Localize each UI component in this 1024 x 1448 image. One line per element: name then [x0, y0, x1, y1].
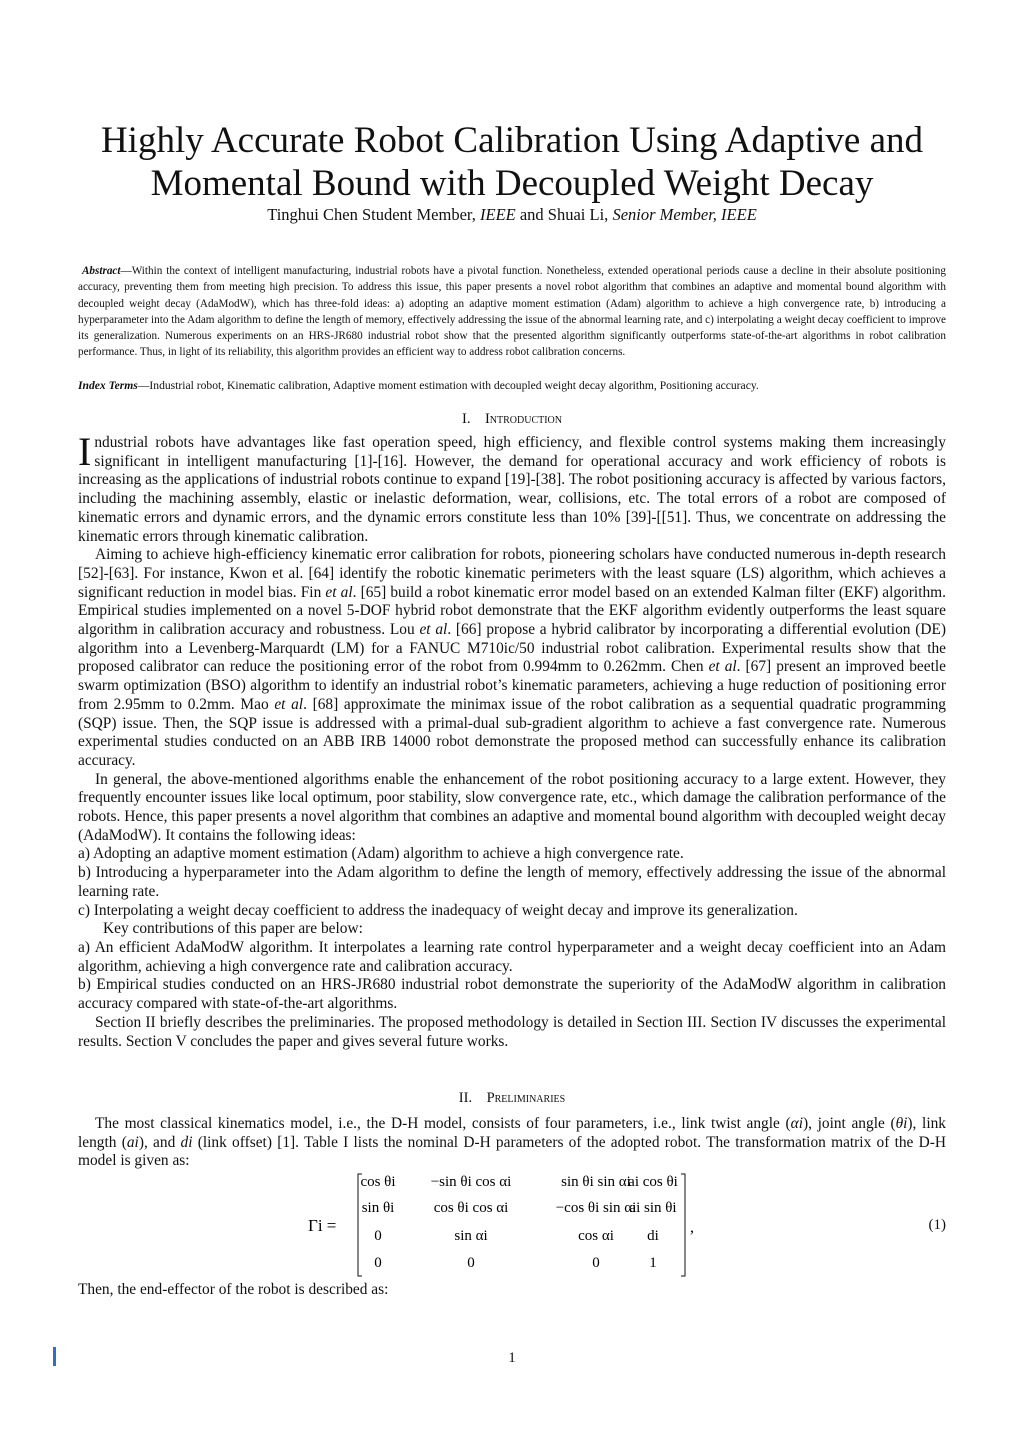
section-title: Introduction	[484, 411, 562, 427]
index-terms	[78, 378, 946, 394]
drop-cap: I	[78, 429, 92, 474]
idea-item-b: b) Introducing a hyperparameter into the Adam algorithm to define the length of memory, effectively addressing the issue of the abnormal learning rate.	[78, 864, 946, 900]
matrix-cell: 1	[649, 1255, 657, 1271]
equation-comma: ,	[690, 1219, 694, 1236]
contribution-item-b: b) Empirical studies conducted on an HRS-JR680 industrial robot demonstrate the superiority of the AdaModW algorithm in calibration accuracy compared with state-of-the-art algorithms.	[78, 976, 946, 1013]
intro-paragraph-2: Aiming to achieve high-efficiency kinematic error calibration for robots, pioneering scholars have conducted numerous in-depth research [52]-[63]. For instance, Kwon et al. [64] identify the robotic kinematic perimeters with the least square (LS) algorithm, which achieves a significant reduction in model bias. Fin et al. [65] build a robot kinematic error model based on an extended Kalman filter (EKF) algorithm. Empirical studies implemented on a novel 5-DOF hybrid robot demonstrate that the EKF algorithm evidently outperforms the least square algorithm in calibration accuracy and robustness. Lou et al. [66] propose a hybrid calibrator by incorporating a differential evolution (DE) algorithm into a Levenberg-Marquardt (LM) for a FANUC M710ic/50 industrial robot calibration. Experimental results show that the proposed calibrator can reduce the positioning error of the robot from 0.994mm to 0.262mm. Chen et al. [67] present an improved beetle swarm optimization (BSO) algorithm to identify an industrial robot’s kinematic parameters, achieving a huge reduction of positioning error from 2.95mm to 0.2mm. Mao et al. [68] approximate the minimax issue of the robot calibration as a sequential quadratic programming (SQP) issue. Then, the SQP issue is addressed with a primal-dual sub-gradient algorithm to achieve a fast convergence rate. Numerous experimental studies conducted on an ABB IRB 14000 robot demonstrate the proposed method can successfully enhance its calibration accuracy.	[78, 546, 946, 769]
equation-1	[78, 1170, 946, 1280]
intro-paragraph-4: Section II briefly describes the preliminaries. The proposed methodology is detailed in Section III. Section IV discusses the experimental results. Section V concludes the paper and gives several future works.	[78, 1013, 946, 1050]
abstract	[78, 263, 946, 361]
idea-item-c: c) Interpolating a weight decay coefficient to address the inadequacy of weight decay and improve its generalization.	[78, 901, 798, 919]
section-number: I.	[461, 411, 471, 427]
preliminaries-body	[78, 1115, 946, 1171]
matrix-cell: 0	[374, 1255, 382, 1271]
author-line	[78, 205, 946, 225]
index-terms-text: —Industrial robot, Kinematic calibration, Adaptive moment estimation with decoupled weight decay algorithm, Positioning accuracy.	[137, 379, 759, 392]
margin-mark	[53, 1347, 56, 1366]
contribution-item-a: a) An efficient AdaModW algorithm. It interpolates a learning rate control hyperparameter and a weight decay coefficient into an Adam algorithm, achieving a high convergence rate and calibration accuracy.	[78, 938, 946, 975]
contributions-intro: Key contributions of this paper are below:	[103, 920, 363, 938]
intro-paragraph-3: In general, the above-mentioned algorithms enable the enhancement of the robot positioning accuracy to a large extent. However, they frequently encounter issues like local optimum, poor stability, slow convergence rate, etc., which damage the calibration performance of the robots. Hence, this paper presents a novel algorithm that combines an adaptive and momental bound algorithm with decoupled weight decay (AdaModW). It contains the following ideas:	[78, 770, 946, 844]
index-terms-label: Index Terms	[78, 379, 138, 392]
prelim-paragraph-1: The most classical kinematics model, i.e., the D-H model, consists of four parameters, i.e., link twist angle (αi), joint angle (θi), link length (ai), and di (link offset) [1]. Table I lists the nominal D-H parameters of the adopted robot. The transformation matrix of the D-H model is given as:	[78, 1115, 946, 1170]
matrix-cell: sin αi	[454, 1228, 488, 1244]
matrix-cell: −cos θi sin αi	[555, 1200, 637, 1216]
matrix-cell: 0	[374, 1228, 382, 1244]
abstract-label: Abstract	[81, 265, 121, 277]
author-2-role: Senior Member, IEEE	[612, 205, 757, 224]
after-equation-text: Then, the end-effector of the robot is described as:	[78, 1281, 389, 1298]
page-number: 1	[508, 1350, 516, 1366]
matrix-cell: −sin θi cos αi	[430, 1174, 512, 1190]
matrix-cell: cos αi	[578, 1228, 614, 1244]
author-2: and Shuai Li,	[519, 205, 609, 224]
matrix-cell: sin θi sin αi	[561, 1174, 631, 1190]
section-title: Preliminaries	[486, 1090, 566, 1106]
section-heading-preliminaries	[78, 1089, 946, 1107]
matrix-cell: ai sin θi	[629, 1200, 677, 1216]
section-number: II.	[458, 1090, 473, 1106]
matrix-cell: di	[647, 1228, 659, 1244]
matrix-cell: ai cos θi	[628, 1174, 678, 1190]
matrix-right-bracket	[681, 1174, 685, 1276]
matrix-cell: sin θi	[361, 1200, 395, 1216]
intro-paragraph-1: Industrial robots have advantages like fast operation speed, high efficiency, and flexible control systems making them increasingly significant in intelligent manufacturing [1]-[16]. However, the demand for operational accuracy and work efficiency of robots is increasing as the applications of industrial robots continue to expand [19]-[38]. The robot positioning accuracy is affected by various factors, including the machining assembly, elastic or inelastic deformation, wear, collisions, etc. The total errors of a robot are composed of kinematic errors and dynamic errors, and the dynamic errors constitute less than 10% [39]-[[51]. Thus, we concentrate on addressing the kinematic errors through kinematic calibration.	[78, 429, 946, 545]
matrix-cell: 0	[592, 1255, 600, 1271]
matrix-cell: 0	[467, 1255, 475, 1271]
section-heading-introduction	[78, 410, 946, 428]
introduction-body	[78, 429, 946, 1051]
author-1: Tinghui Chen Student Member,	[267, 205, 476, 224]
idea-item-a: a) Adopting an adaptive moment estimation (Adam) algorithm to achieve a high convergence rate.	[78, 845, 684, 863]
paper-title: Highly Accurate Robot Calibration Using Adaptive and Momental Bound with Decoupled Weight Decay	[100, 119, 924, 204]
equation-number: (1)	[928, 1217, 946, 1233]
author-1-society: IEEE	[480, 205, 516, 224]
matrix-lhs: Γi =	[308, 1216, 337, 1235]
matrix-cell: cos θi cos αi	[433, 1200, 509, 1216]
matrix-cell: cos θi	[360, 1174, 396, 1190]
abstract-text: —Within the context of intelligent manufacturing, industrial robots have a pivotal function. Nonetheless, extended operational periods cause a decline in their absolute positioning accuracy, preventing them from meeting high precision. To address this issue, this paper presents a novel robot algorithm that combines an adaptive and momental bound algorithm with decoupled weight decay (AdaModW), which has three-fold ideas: a) adopting an adaptive moment estimation (Adam) algorithm to achieve a high convergence rate, b) introducing a hyperparameter into the Adam algorithm to define the length of memory, effectively addressing the issue of the abnormal learning rate, and c) interpolating a weight decay coefficient to improve its generalization. Numerous experiments on an HRS-JR680 industrial robot show that the presented algorithm significantly outperforms state-of-the-art algorithms in robot calibration performance. Thus, in light of its reliability, this algorithm provides an efficient way to address robot calibration concerns.	[78, 265, 946, 359]
dh-matrix	[78, 1170, 946, 1280]
